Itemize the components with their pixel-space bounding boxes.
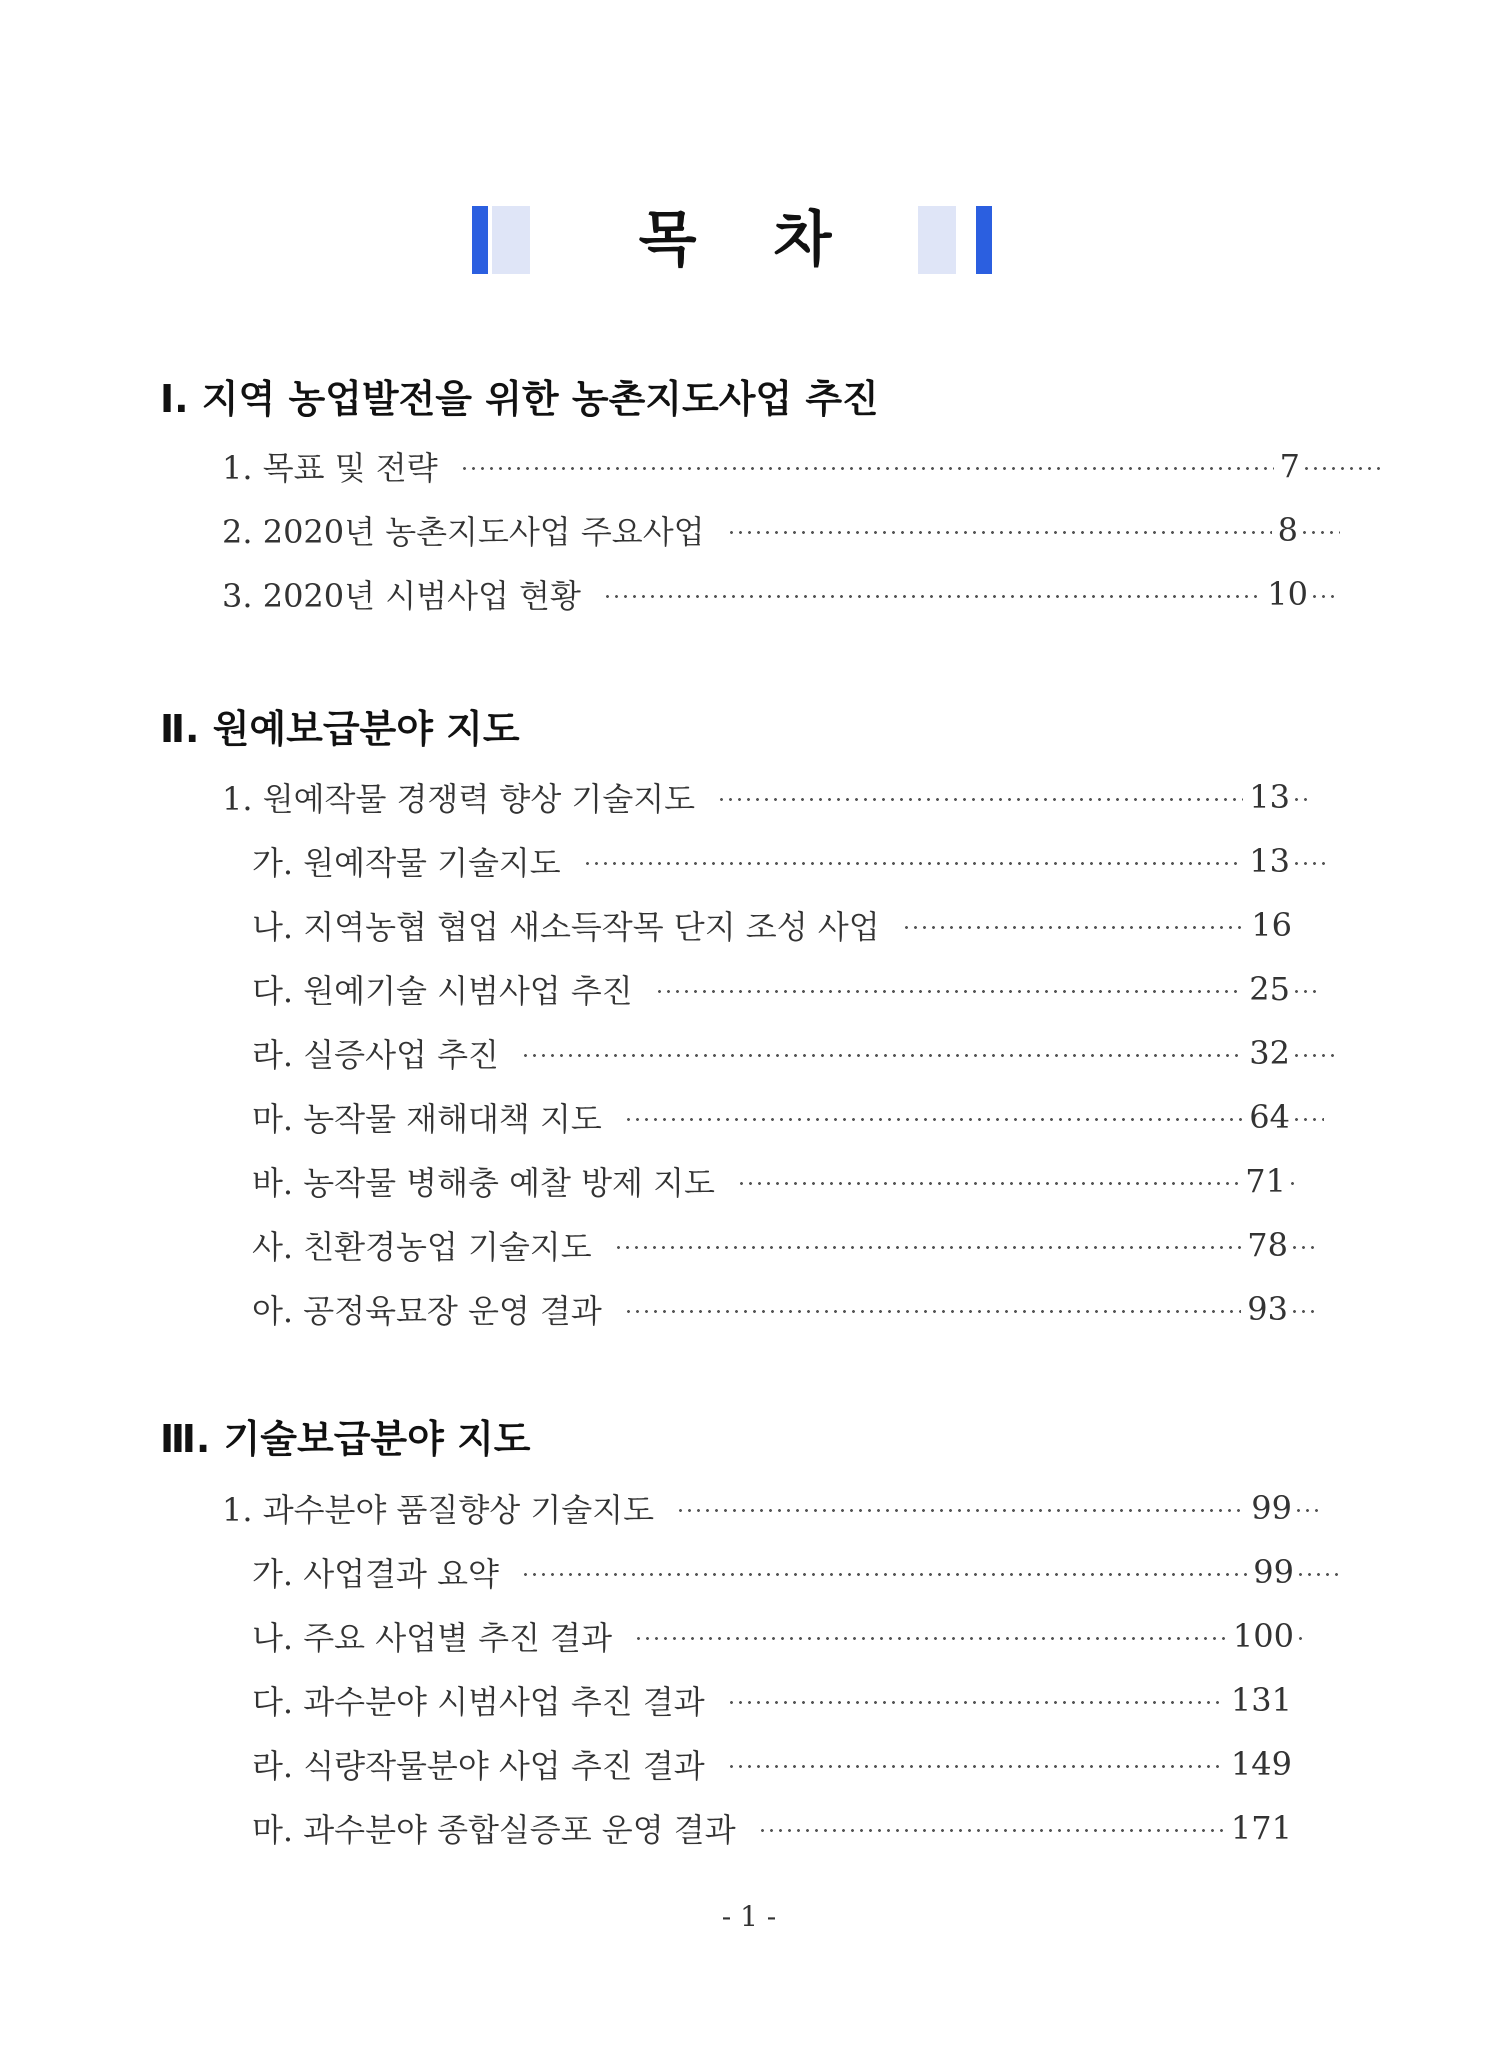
toc-entry-page: 171	[1230, 1809, 1292, 1847]
section-title-2: Ⅱ. 원예보급분야 지도	[160, 707, 520, 751]
leader-dots-tail	[1302, 467, 1380, 470]
leader-dots-tail	[1296, 1637, 1304, 1640]
leader-dots	[460, 467, 1274, 470]
toc-entry[interactable]	[252, 1742, 1292, 1786]
page-number: - 1 -	[721, 1900, 777, 1933]
leader-dots	[583, 862, 1244, 865]
toc-entry-label: 다. 원예기술 시범사업 추진	[252, 972, 633, 1010]
toc-entry-page: 16	[1251, 906, 1292, 944]
leader-dots	[902, 926, 1246, 929]
leader-dots	[655, 990, 1244, 993]
leader-dots-tail	[1292, 990, 1320, 993]
toc-entry-label: 1. 목표 및 전략	[222, 449, 438, 487]
toc-entry[interactable]	[252, 1095, 1324, 1139]
leader-dots-tail	[1296, 1573, 1340, 1576]
toc-entry-page: 99	[1253, 1553, 1294, 1591]
toc-entry-page: 64	[1249, 1098, 1290, 1136]
leader-dots-tail	[1310, 595, 1340, 598]
leader-dots	[521, 1573, 1247, 1576]
toc-entry-page: 99	[1251, 1489, 1292, 1527]
toc-entry[interactable]	[252, 1031, 1340, 1075]
leader-dots-tail	[1292, 862, 1330, 865]
toc-entry-label: 라. 실증사업 추진	[252, 1036, 499, 1074]
toc-entry[interactable]	[252, 839, 1330, 883]
toc-entry-page: 13	[1249, 842, 1290, 880]
toc-entry[interactable]	[252, 967, 1320, 1011]
toc-entry[interactable]	[252, 1550, 1340, 1594]
leader-dots-tail	[1288, 1182, 1300, 1185]
toc-entry-page: 10	[1267, 575, 1308, 613]
toc-entry-page: 25	[1249, 970, 1290, 1008]
leader-dots	[737, 1182, 1239, 1185]
toc-entry-label: 아. 공정육묘장 운영 결과	[252, 1292, 602, 1330]
toc-entry-label: 1. 원예작물 경쟁력 향상 기술지도	[222, 780, 696, 818]
toc-entry[interactable]	[252, 1223, 1320, 1267]
toc-entry-label: 가. 원예작물 기술지도	[252, 844, 561, 882]
leader-dots	[603, 595, 1261, 598]
toc-entry-page: 149	[1230, 1745, 1292, 1783]
leader-dots-tail	[1294, 1509, 1320, 1512]
toc-entry-label: 3. 2020년 시범사업 현황	[222, 577, 581, 615]
leader-dots	[727, 1765, 1225, 1768]
leader-dots	[521, 1054, 1243, 1057]
toc-entry-page: 93	[1247, 1290, 1288, 1328]
leader-dots	[614, 1246, 1242, 1249]
leader-dots	[676, 1509, 1245, 1512]
toc-entry[interactable]	[222, 775, 1312, 819]
section-title-3: Ⅲ. 기술보급분야 지도	[160, 1417, 531, 1461]
toc-entry-label: 마. 농작물 재해대책 지도	[252, 1100, 602, 1138]
leader-dots	[624, 1310, 1241, 1313]
toc-entry-label: 1. 과수분야 품질향상 기술지도	[222, 1491, 654, 1529]
toc-entry[interactable]	[252, 1614, 1304, 1658]
page-title: 목 차	[638, 205, 860, 275]
toc-title-block	[0, 200, 1498, 280]
leader-dots	[727, 531, 1272, 534]
leader-dots-tail	[1290, 1246, 1320, 1249]
toc-entry[interactable]	[222, 444, 1380, 488]
toc-entry-label: 마. 과수분야 종합실증포 운영 결과	[252, 1811, 736, 1849]
toc-entry-page: 131	[1230, 1681, 1292, 1719]
toc-entry-page: 8	[1277, 511, 1298, 549]
toc-entry-page: 71	[1245, 1162, 1286, 1200]
toc-entry-label: 가. 사업결과 요약	[252, 1555, 499, 1593]
toc-entry-page: 13	[1249, 778, 1290, 816]
toc-entry-label: 사. 친환경농업 기술지도	[252, 1228, 592, 1266]
toc-entry-label: 라. 식량작물분야 사업 추진 결과	[252, 1747, 705, 1785]
toc-entry-label: 2. 2020년 농촌지도사업 주요사업	[222, 513, 705, 551]
toc-entry[interactable]	[222, 1486, 1320, 1530]
leader-dots-tail	[1292, 798, 1312, 801]
leader-dots-tail	[1290, 1310, 1320, 1313]
leader-dots	[727, 1701, 1225, 1704]
toc-entry-page: 78	[1247, 1226, 1288, 1264]
section-title-1: Ⅰ. 지역 농업발전을 위한 농촌지도사업 추진	[160, 377, 879, 421]
toc-entry[interactable]	[222, 508, 1340, 552]
leader-dots-tail	[1292, 1118, 1324, 1121]
toc-entry-page: 100	[1232, 1617, 1294, 1655]
toc-entry[interactable]	[252, 1806, 1292, 1850]
leader-dots-tail	[1300, 531, 1340, 534]
leader-dots	[717, 798, 1243, 801]
toc-entry-label: 바. 농작물 병해충 예찰 방제 지도	[252, 1164, 715, 1202]
toc-entry-page: 7	[1279, 447, 1300, 485]
toc-entry[interactable]	[252, 1287, 1320, 1331]
toc-entry-label: 나. 지역농협 협업 새소득작목 단지 조성 사업	[252, 908, 880, 946]
toc-entry-label: 다. 과수분야 시범사업 추진 결과	[252, 1683, 705, 1721]
leader-dots-tail	[1292, 1054, 1340, 1057]
toc-entry[interactable]	[252, 1678, 1292, 1722]
leader-dots	[634, 1637, 1227, 1640]
toc-entry-page: 32	[1249, 1034, 1290, 1072]
leader-dots	[758, 1829, 1225, 1832]
leader-dots	[624, 1118, 1243, 1121]
toc-entry-label: 나. 주요 사업별 추진 결과	[252, 1619, 612, 1657]
toc-entry[interactable]	[252, 903, 1292, 947]
toc-entry[interactable]	[222, 572, 1340, 616]
toc-entry[interactable]	[252, 1159, 1300, 1203]
